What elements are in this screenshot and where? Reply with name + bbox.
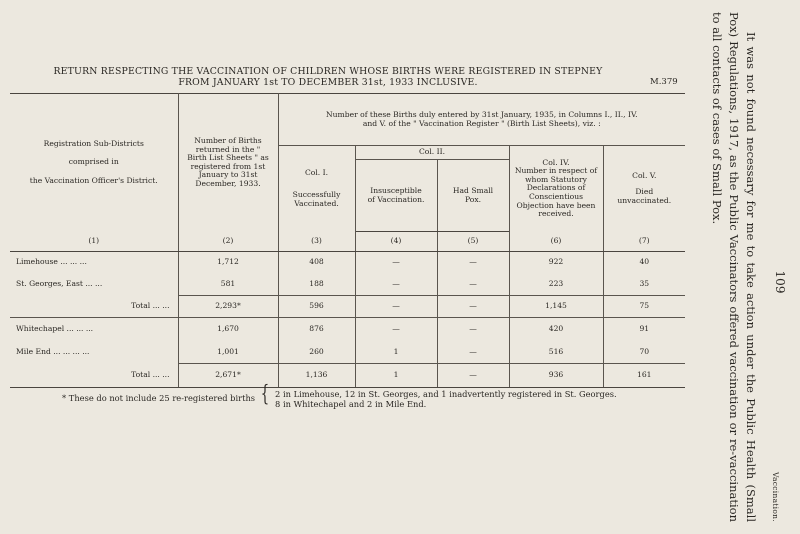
col1-header: Col. I. Successfully Vaccinated. <box>278 146 355 232</box>
return-title <box>38 66 618 88</box>
title-line-1: RETURN RESPECTING THE VACCINATION OF CHILDREN WHOSE BIRTHS WERE REGISTERED IN STEPNEY <box>53 66 603 77</box>
entered-header: Number of these Births duly entered by 31st January, 1935, in Columns I., II., IV. and V. of the " Vaccination Register " (Birth List Sheets), viz. : <box>278 94 685 146</box>
footnote-lead: * These do not include 25 re-registered births <box>62 393 256 403</box>
reference-code: M.379 <box>650 77 678 87</box>
col5-header: Col. V. Died unvaccinated. <box>603 146 685 232</box>
table-row: St. Georges, East ... ... 581 188 — — 223 35 <box>10 274 685 296</box>
district-header: Registration Sub-Districts comprised in the Vaccination Officer's District. <box>10 94 178 232</box>
footnote <box>62 382 617 409</box>
births-header: Number of Births returned in the " Birth List Sheets " as registered from 1st January to 31st December, 1933. <box>178 94 278 232</box>
table-row: Whitechapel ... ... ... 1,670 876 — — 420 91 <box>10 318 685 342</box>
running-head: Vaccination. <box>771 471 780 522</box>
table-row: Mile End ... ... ... ... 1,001 260 1 — 516 70 <box>10 342 685 364</box>
side-paragraph: It was not found necessary for me to take action under the Public Health (Small Pox) Regulations, 1917, as the Public Vaccinators offered vaccination or re-vaccination to all contacts of cases of Small Pox. <box>710 12 758 522</box>
col2a-header: Insusceptible of Vaccination. <box>355 160 437 232</box>
brace-glyph: { <box>260 382 270 407</box>
title-line-2: FROM JANUARY 1st TO DECEMBER 31st, 1933 INCLUSIVE. <box>178 77 478 88</box>
total-row: Total ... ... 2,671* 1,136 1 — 936 161 <box>10 364 685 388</box>
footnote-line-1: 2 in Limehouse, 12 in St. Georges, and 1 inadvertently registered in St. Georges. <box>275 389 617 399</box>
vaccination-table <box>10 93 685 388</box>
page-number: 109 <box>773 270 787 294</box>
total-row: Total ... ... 2,293* 596 — — 1,145 75 <box>10 296 685 318</box>
col4-header: Col. IV. Number in respect of whom Statutory Declarations of Conscientious Objection have been received. <box>509 146 603 232</box>
col2-header: Col. II. <box>355 146 509 160</box>
side-text-block <box>678 12 788 522</box>
footnote-line-2: 8 in Whitechapel and 2 in Mile End. <box>275 399 427 409</box>
column-number-row: (1) (2) (3) (4) (5) (6) (7) <box>10 232 685 252</box>
table-row: Limehouse ... ... ... 1,712 408 — — 922 40 <box>10 252 685 274</box>
col2b-header: Had Small Pox. <box>437 160 509 232</box>
